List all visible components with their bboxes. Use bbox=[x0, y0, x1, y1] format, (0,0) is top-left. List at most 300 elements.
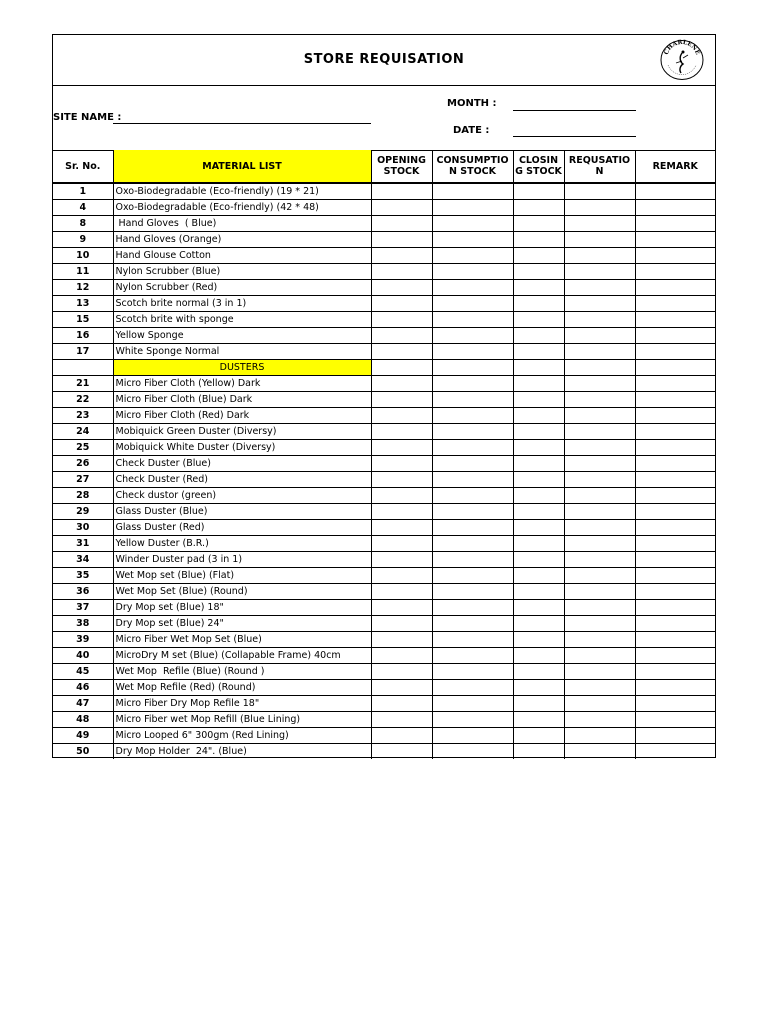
requisition-cell[interactable] bbox=[564, 520, 635, 536]
requisition-cell[interactable] bbox=[564, 392, 635, 408]
remark-cell[interactable] bbox=[635, 232, 715, 248]
remark-cell[interactable] bbox=[635, 648, 715, 664]
closing-stock-cell[interactable] bbox=[513, 728, 564, 744]
table-row bbox=[53, 520, 715, 536]
closing-stock-cell[interactable] bbox=[513, 216, 564, 232]
table-row bbox=[53, 488, 715, 504]
consumption-stock-cell[interactable] bbox=[432, 280, 513, 296]
requisition-cell[interactable] bbox=[564, 568, 635, 584]
material-name-cell: Scotch brite with sponge bbox=[113, 312, 371, 328]
opening-stock-cell[interactable] bbox=[371, 712, 432, 728]
opening-stock-cell[interactable] bbox=[371, 280, 432, 296]
sr-no-cell: 24 bbox=[53, 424, 113, 440]
date-field[interactable] bbox=[513, 136, 636, 137]
sr-no-cell: 15 bbox=[53, 312, 113, 328]
table-row bbox=[53, 216, 715, 232]
remark-cell[interactable] bbox=[635, 584, 715, 600]
closing-stock-cell[interactable] bbox=[513, 568, 564, 584]
sr-no-cell: 34 bbox=[53, 552, 113, 568]
material-name-cell: Wet Mop Refile (Blue) (Round ) bbox=[113, 664, 371, 680]
consumption-stock-cell[interactable] bbox=[432, 360, 513, 376]
table-row bbox=[53, 440, 715, 456]
sr-no-cell: 37 bbox=[53, 600, 113, 616]
remark-cell[interactable] bbox=[635, 488, 715, 504]
material-name-cell: Winder Duster pad (3 in 1) bbox=[113, 552, 371, 568]
closing-stock-cell[interactable] bbox=[513, 488, 564, 504]
closing-stock-cell[interactable] bbox=[513, 248, 564, 264]
sr-no-cell: 10 bbox=[53, 248, 113, 264]
remark-cell[interactable] bbox=[635, 680, 715, 696]
requisition-cell[interactable] bbox=[564, 328, 635, 344]
page-title: STORE REQUISATION bbox=[303, 52, 465, 67]
remark-cell[interactable] bbox=[635, 360, 715, 376]
consumption-stock-cell[interactable] bbox=[432, 472, 513, 488]
material-name-cell: Nylon Scrubber (Red) bbox=[113, 280, 371, 296]
col-header-closing-stock: CLOSIN G STOCK bbox=[513, 150, 564, 183]
sr-no-cell: 31 bbox=[53, 536, 113, 552]
consumption-stock-cell[interactable] bbox=[432, 456, 513, 472]
section-label: DUSTERS bbox=[113, 360, 371, 376]
material-name-cell: Glass Duster (Red) bbox=[113, 520, 371, 536]
remark-cell[interactable] bbox=[635, 264, 715, 280]
requisition-cell[interactable] bbox=[564, 312, 635, 328]
consumption-stock-cell[interactable] bbox=[432, 376, 513, 392]
closing-stock-cell[interactable] bbox=[513, 520, 564, 536]
material-name-cell: Wet Mop Refile (Red) (Round) bbox=[113, 680, 371, 696]
remark-cell[interactable] bbox=[635, 536, 715, 552]
closing-stock-cell[interactable] bbox=[513, 328, 564, 344]
requisition-cell[interactable] bbox=[564, 536, 635, 552]
requisition-cell[interactable] bbox=[564, 440, 635, 456]
remark-cell[interactable] bbox=[635, 632, 715, 648]
requisition-cell[interactable] bbox=[564, 680, 635, 696]
consumption-stock-cell[interactable] bbox=[432, 616, 513, 632]
requisition-cell[interactable] bbox=[564, 648, 635, 664]
consumption-stock-cell[interactable] bbox=[432, 728, 513, 744]
requisition-cell[interactable] bbox=[564, 552, 635, 568]
requisition-cell[interactable] bbox=[564, 424, 635, 440]
table-row bbox=[53, 183, 715, 200]
closing-stock-cell[interactable] bbox=[513, 424, 564, 440]
opening-stock-cell[interactable] bbox=[371, 696, 432, 712]
table-header-row bbox=[53, 150, 715, 183]
material-name-cell: MicroDry M set (Blue) (Collapable Frame) 40cm bbox=[113, 648, 371, 664]
consumption-stock-cell[interactable] bbox=[432, 200, 513, 216]
material-name-cell: Dry Mop Holder 24". (Blue) bbox=[113, 744, 371, 760]
consumption-stock-cell[interactable] bbox=[432, 680, 513, 696]
opening-stock-cell[interactable] bbox=[371, 680, 432, 696]
requisition-cell[interactable] bbox=[564, 344, 635, 360]
opening-stock-cell[interactable] bbox=[371, 312, 432, 328]
consumption-stock-cell[interactable] bbox=[432, 216, 513, 232]
sr-no-cell: 39 bbox=[53, 632, 113, 648]
table-row bbox=[53, 616, 715, 632]
table-row bbox=[53, 680, 715, 696]
opening-stock-cell[interactable] bbox=[371, 296, 432, 312]
sr-no-cell: 49 bbox=[53, 728, 113, 744]
remark-cell[interactable] bbox=[635, 344, 715, 360]
opening-stock-cell[interactable] bbox=[371, 456, 432, 472]
opening-stock-cell[interactable] bbox=[371, 328, 432, 344]
col-header-requisition: REQUSATIO N bbox=[564, 150, 635, 183]
requisition-cell[interactable] bbox=[564, 296, 635, 312]
sr-no-cell: 29 bbox=[53, 504, 113, 520]
closing-stock-cell[interactable] bbox=[513, 183, 564, 200]
opening-stock-cell[interactable] bbox=[371, 360, 432, 376]
table-row bbox=[53, 696, 715, 712]
consumption-stock-cell[interactable] bbox=[432, 296, 513, 312]
requisition-cell[interactable] bbox=[564, 696, 635, 712]
remark-cell[interactable] bbox=[635, 440, 715, 456]
requisition-cell[interactable] bbox=[564, 632, 635, 648]
closing-stock-cell[interactable] bbox=[513, 392, 564, 408]
requisition-cell[interactable] bbox=[564, 216, 635, 232]
requisition-cell[interactable] bbox=[564, 744, 635, 760]
table-row bbox=[53, 584, 715, 600]
sr-no-cell: 46 bbox=[53, 680, 113, 696]
closing-stock-cell[interactable] bbox=[513, 536, 564, 552]
requisition-cell[interactable] bbox=[564, 584, 635, 600]
col-header-consumption-stock: CONSUMPTIO N STOCK bbox=[432, 150, 513, 183]
consumption-stock-cell[interactable] bbox=[432, 392, 513, 408]
remark-cell[interactable] bbox=[635, 664, 715, 680]
material-name-cell: Mobiquick White Duster (Diversy) bbox=[113, 440, 371, 456]
remark-cell[interactable] bbox=[635, 504, 715, 520]
remark-cell[interactable] bbox=[635, 328, 715, 344]
opening-stock-cell[interactable] bbox=[371, 728, 432, 744]
remark-cell[interactable] bbox=[635, 216, 715, 232]
table-row bbox=[53, 728, 715, 744]
sr-no-cell: 23 bbox=[53, 408, 113, 424]
consumption-stock-cell[interactable] bbox=[432, 584, 513, 600]
closing-stock-cell[interactable] bbox=[513, 440, 564, 456]
title-row bbox=[53, 35, 715, 86]
opening-stock-cell[interactable] bbox=[371, 664, 432, 680]
sr-no-cell: 48 bbox=[53, 712, 113, 728]
material-name-cell: Micro Fiber Wet Mop Set (Blue) bbox=[113, 632, 371, 648]
opening-stock-cell[interactable] bbox=[371, 648, 432, 664]
requisition-cell[interactable] bbox=[564, 472, 635, 488]
material-name-cell: Yellow Duster (B.R.) bbox=[113, 536, 371, 552]
remark-cell[interactable] bbox=[635, 296, 715, 312]
table-row bbox=[53, 264, 715, 280]
remark-cell[interactable] bbox=[635, 696, 715, 712]
table-row bbox=[53, 552, 715, 568]
remark-cell[interactable] bbox=[635, 552, 715, 568]
sr-no-cell: 8 bbox=[53, 216, 113, 232]
closing-stock-cell[interactable] bbox=[513, 296, 564, 312]
material-table bbox=[53, 150, 715, 759]
material-name-cell: Mobiquick Green Duster (Diversy) bbox=[113, 424, 371, 440]
table-row bbox=[53, 344, 715, 360]
remark-cell[interactable] bbox=[635, 520, 715, 536]
table-body bbox=[53, 183, 715, 759]
sr-no-cell: 16 bbox=[53, 328, 113, 344]
consumption-stock-cell[interactable] bbox=[432, 488, 513, 504]
closing-stock-cell[interactable] bbox=[513, 664, 564, 680]
opening-stock-cell[interactable] bbox=[371, 376, 432, 392]
material-name-cell: Hand Gloves ( Blue) bbox=[113, 216, 371, 232]
opening-stock-cell[interactable] bbox=[371, 200, 432, 216]
material-name-cell: Glass Duster (Blue) bbox=[113, 504, 371, 520]
consumption-stock-cell[interactable] bbox=[432, 600, 513, 616]
table-row bbox=[53, 536, 715, 552]
requisition-cell[interactable] bbox=[564, 600, 635, 616]
closing-stock-cell[interactable] bbox=[513, 360, 564, 376]
table-row bbox=[53, 392, 715, 408]
opening-stock-cell[interactable] bbox=[371, 600, 432, 616]
sr-no-cell: 45 bbox=[53, 664, 113, 680]
material-name-cell: Hand Glouse Cotton bbox=[113, 248, 371, 264]
requisition-cell[interactable] bbox=[564, 280, 635, 296]
requisition-cell[interactable] bbox=[564, 616, 635, 632]
closing-stock-cell[interactable] bbox=[513, 344, 564, 360]
remark-cell[interactable] bbox=[635, 472, 715, 488]
closing-stock-cell[interactable] bbox=[513, 280, 564, 296]
sr-no-cell: 21 bbox=[53, 376, 113, 392]
closing-stock-cell[interactable] bbox=[513, 600, 564, 616]
closing-stock-cell[interactable] bbox=[513, 584, 564, 600]
requisition-cell[interactable] bbox=[564, 408, 635, 424]
company-logo-icon bbox=[659, 39, 705, 81]
consumption-stock-cell[interactable] bbox=[432, 183, 513, 200]
requisition-cell[interactable] bbox=[564, 664, 635, 680]
consumption-stock-cell[interactable] bbox=[432, 552, 513, 568]
requisition-cell[interactable] bbox=[564, 232, 635, 248]
material-name-cell: Oxo-Biodegradable (Eco-friendly) (19 * 21) bbox=[113, 183, 371, 200]
material-name-cell: Scotch brite normal (3 in 1) bbox=[113, 296, 371, 312]
requisition-cell[interactable] bbox=[564, 264, 635, 280]
consumption-stock-cell[interactable] bbox=[432, 504, 513, 520]
opening-stock-cell[interactable] bbox=[371, 392, 432, 408]
closing-stock-cell[interactable] bbox=[513, 408, 564, 424]
material-name-cell: Micro Looped 6" 300gm (Red Lining) bbox=[113, 728, 371, 744]
consumption-stock-cell[interactable] bbox=[432, 312, 513, 328]
consumption-stock-cell[interactable] bbox=[432, 696, 513, 712]
closing-stock-cell[interactable] bbox=[513, 472, 564, 488]
consumption-stock-cell[interactable] bbox=[432, 248, 513, 264]
sr-no-cell: 38 bbox=[53, 616, 113, 632]
table-row bbox=[53, 600, 715, 616]
closing-stock-cell[interactable] bbox=[513, 376, 564, 392]
table-row bbox=[53, 312, 715, 328]
table-row bbox=[53, 248, 715, 264]
sr-no-cell: 36 bbox=[53, 584, 113, 600]
requisition-cell[interactable] bbox=[564, 376, 635, 392]
material-name-cell: Micro Fiber Dry Mop Refile 18" bbox=[113, 696, 371, 712]
opening-stock-cell[interactable] bbox=[371, 408, 432, 424]
closing-stock-cell[interactable] bbox=[513, 616, 564, 632]
consumption-stock-cell[interactable] bbox=[432, 232, 513, 248]
table-row bbox=[53, 280, 715, 296]
opening-stock-cell[interactable] bbox=[371, 216, 432, 232]
remark-cell[interactable] bbox=[635, 280, 715, 296]
requisition-cell[interactable] bbox=[564, 712, 635, 728]
sr-no-cell: 22 bbox=[53, 392, 113, 408]
table-row bbox=[53, 424, 715, 440]
requisition-cell[interactable] bbox=[564, 504, 635, 520]
table-row bbox=[53, 456, 715, 472]
col-header-material-list: MATERIAL LIST bbox=[113, 150, 371, 183]
material-name-cell: Dry Mop set (Blue) 24" bbox=[113, 616, 371, 632]
consumption-stock-cell[interactable] bbox=[432, 520, 513, 536]
consumption-stock-cell[interactable] bbox=[432, 344, 513, 360]
material-name-cell: Micro Fiber wet Mop Refill (Blue Lining) bbox=[113, 712, 371, 728]
material-name-cell: White Sponge Normal bbox=[113, 344, 371, 360]
sr-no-cell: 12 bbox=[53, 280, 113, 296]
consumption-stock-cell[interactable] bbox=[432, 536, 513, 552]
requisition-sheet bbox=[52, 34, 716, 758]
opening-stock-cell[interactable] bbox=[371, 584, 432, 600]
sr-no-cell: 4 bbox=[53, 200, 113, 216]
table-row bbox=[53, 200, 715, 216]
closing-stock-cell[interactable] bbox=[513, 504, 564, 520]
material-name-cell: Wet Mop set (Blue) (Flat) bbox=[113, 568, 371, 584]
table-row bbox=[53, 504, 715, 520]
opening-stock-cell[interactable] bbox=[371, 552, 432, 568]
opening-stock-cell[interactable] bbox=[371, 264, 432, 280]
material-name-cell: Yellow Sponge bbox=[113, 328, 371, 344]
opening-stock-cell[interactable] bbox=[371, 520, 432, 536]
opening-stock-cell[interactable] bbox=[371, 344, 432, 360]
table-row bbox=[53, 664, 715, 680]
remark-cell[interactable] bbox=[635, 456, 715, 472]
sr-no-cell: 47 bbox=[53, 696, 113, 712]
table-row bbox=[53, 648, 715, 664]
opening-stock-cell[interactable] bbox=[371, 488, 432, 504]
opening-stock-cell[interactable] bbox=[371, 632, 432, 648]
consumption-stock-cell[interactable] bbox=[432, 424, 513, 440]
table-row bbox=[53, 408, 715, 424]
table-row bbox=[53, 472, 715, 488]
sr-no-cell: 17 bbox=[53, 344, 113, 360]
sr-no-cell: 13 bbox=[53, 296, 113, 312]
opening-stock-cell[interactable] bbox=[371, 232, 432, 248]
sr-no-cell bbox=[53, 360, 113, 376]
opening-stock-cell[interactable] bbox=[371, 472, 432, 488]
closing-stock-cell[interactable] bbox=[513, 648, 564, 664]
sr-no-cell: 30 bbox=[53, 520, 113, 536]
closing-stock-cell[interactable] bbox=[513, 744, 564, 760]
remark-cell[interactable] bbox=[635, 200, 715, 216]
closing-stock-cell[interactable] bbox=[513, 200, 564, 216]
table-row bbox=[53, 376, 715, 392]
consumption-stock-cell[interactable] bbox=[432, 328, 513, 344]
opening-stock-cell[interactable] bbox=[371, 616, 432, 632]
closing-stock-cell[interactable] bbox=[513, 456, 564, 472]
form-info-row bbox=[53, 85, 715, 151]
remark-cell[interactable] bbox=[635, 424, 715, 440]
closing-stock-cell[interactable] bbox=[513, 312, 564, 328]
remark-cell[interactable] bbox=[635, 600, 715, 616]
table-row bbox=[53, 296, 715, 312]
consumption-stock-cell[interactable] bbox=[432, 408, 513, 424]
requisition-cell[interactable] bbox=[564, 456, 635, 472]
consumption-stock-cell[interactable] bbox=[432, 664, 513, 680]
closing-stock-cell[interactable] bbox=[513, 264, 564, 280]
closing-stock-cell[interactable] bbox=[513, 696, 564, 712]
material-name-cell: Micro Fiber Cloth (Red) Dark bbox=[113, 408, 371, 424]
opening-stock-cell[interactable] bbox=[371, 183, 432, 200]
sr-no-cell: 25 bbox=[53, 440, 113, 456]
material-name-cell: Dry Mop set (Blue) 18" bbox=[113, 600, 371, 616]
opening-stock-cell[interactable] bbox=[371, 536, 432, 552]
site-name-field[interactable] bbox=[113, 123, 371, 124]
consumption-stock-cell[interactable] bbox=[432, 632, 513, 648]
material-name-cell: Nylon Scrubber (Blue) bbox=[113, 264, 371, 280]
table-row bbox=[53, 568, 715, 584]
month-label: MONTH : bbox=[447, 98, 497, 109]
opening-stock-cell[interactable] bbox=[371, 440, 432, 456]
table-row bbox=[53, 712, 715, 728]
sr-no-cell: 9 bbox=[53, 232, 113, 248]
site-name-label: SITE NAME : bbox=[53, 112, 122, 123]
closing-stock-cell[interactable] bbox=[513, 680, 564, 696]
requisition-cell[interactable] bbox=[564, 248, 635, 264]
opening-stock-cell[interactable] bbox=[371, 744, 432, 760]
sr-no-cell: 1 bbox=[53, 183, 113, 200]
remark-cell[interactable] bbox=[635, 408, 715, 424]
remark-cell[interactable] bbox=[635, 744, 715, 760]
closing-stock-cell[interactable] bbox=[513, 712, 564, 728]
remark-cell[interactable] bbox=[635, 568, 715, 584]
remark-cell[interactable] bbox=[635, 183, 715, 200]
sr-no-cell: 35 bbox=[53, 568, 113, 584]
remark-cell[interactable] bbox=[635, 712, 715, 728]
consumption-stock-cell[interactable] bbox=[432, 440, 513, 456]
remark-cell[interactable] bbox=[635, 728, 715, 744]
sr-no-cell: 11 bbox=[53, 264, 113, 280]
sr-no-cell: 28 bbox=[53, 488, 113, 504]
opening-stock-cell[interactable] bbox=[371, 504, 432, 520]
material-name-cell: Oxo-Biodegradable (Eco-friendly) (42 * 48) bbox=[113, 200, 371, 216]
svg-text:CHARLENE: CHARLENE bbox=[662, 39, 702, 56]
table-row bbox=[53, 744, 715, 760]
consumption-stock-cell[interactable] bbox=[432, 264, 513, 280]
requisition-cell[interactable] bbox=[564, 728, 635, 744]
consumption-stock-cell[interactable] bbox=[432, 744, 513, 760]
opening-stock-cell[interactable] bbox=[371, 424, 432, 440]
material-name-cell: Check Duster (Red) bbox=[113, 472, 371, 488]
requisition-cell[interactable] bbox=[564, 360, 635, 376]
material-name-cell: Micro Fiber Cloth (Blue) Dark bbox=[113, 392, 371, 408]
col-header-sr-no: Sr. No. bbox=[53, 150, 113, 183]
remark-cell[interactable] bbox=[635, 392, 715, 408]
remark-cell[interactable] bbox=[635, 616, 715, 632]
opening-stock-cell[interactable] bbox=[371, 248, 432, 264]
requisition-cell[interactable] bbox=[564, 183, 635, 200]
month-field[interactable] bbox=[513, 110, 636, 111]
consumption-stock-cell[interactable] bbox=[432, 712, 513, 728]
col-header-remark: REMARK bbox=[635, 150, 715, 183]
remark-cell[interactable] bbox=[635, 376, 715, 392]
consumption-stock-cell[interactable] bbox=[432, 648, 513, 664]
material-name-cell: Micro Fiber Cloth (Yellow) Dark bbox=[113, 376, 371, 392]
consumption-stock-cell[interactable] bbox=[432, 568, 513, 584]
requisition-cell[interactable] bbox=[564, 488, 635, 504]
table-row bbox=[53, 232, 715, 248]
remark-cell[interactable] bbox=[635, 312, 715, 328]
requisition-cell[interactable] bbox=[564, 200, 635, 216]
closing-stock-cell[interactable] bbox=[513, 632, 564, 648]
date-label: DATE : bbox=[453, 125, 490, 136]
table-row bbox=[53, 632, 715, 648]
remark-cell[interactable] bbox=[635, 248, 715, 264]
closing-stock-cell[interactable] bbox=[513, 232, 564, 248]
closing-stock-cell[interactable] bbox=[513, 552, 564, 568]
sr-no-cell: 26 bbox=[53, 456, 113, 472]
opening-stock-cell[interactable] bbox=[371, 568, 432, 584]
